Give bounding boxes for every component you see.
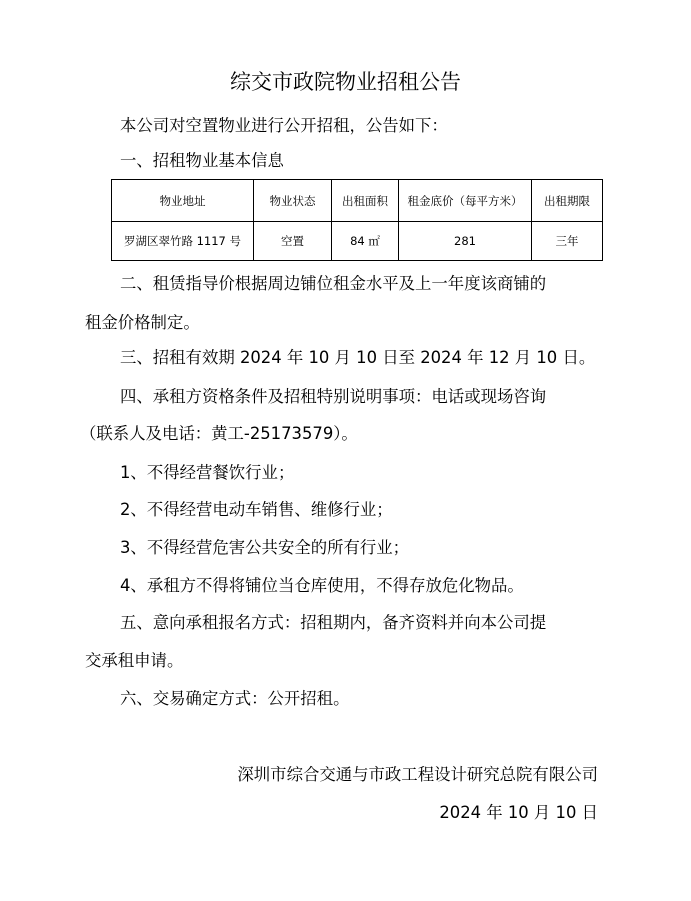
cell-area: 84 ㎡ [332, 222, 399, 261]
signature-organization: 深圳市综合交通与市政工程设计研究总院有限公司 [237, 765, 598, 784]
property-info-table [111, 179, 602, 261]
section-3: 三、招租有效期 2024 年 10 月 10 日至 2024 年 12 月 10 日。 [120, 348, 596, 367]
condition-item-2: 2、不得经营电动车销售、维修行业； [120, 500, 393, 519]
section-4-line-1: 四、承租方资格条件及招租特别说明事项：电话或现场咨询 [120, 387, 547, 406]
header-base-rent: 租金底价（每平方米） [399, 180, 532, 222]
condition-item-1: 1、不得经营餐饮行业； [120, 463, 295, 482]
section-1-heading: 一、招租物业基本信息 [120, 151, 284, 170]
cell-address: 罗湖区翠竹路 1117 号 [112, 222, 254, 261]
signature-date: 2024 年 10 月 10 日 [439, 803, 598, 822]
section-6: 六、交易确定方式：公开招租。 [120, 689, 350, 708]
cell-lease-term: 三年 [532, 222, 603, 261]
section-4-line-2: （联系人及电话：黄工-25173579）。 [80, 424, 358, 443]
section-2-line-2: 租金价格制定。 [85, 313, 200, 332]
section-2-line-1: 二、租赁指导价根据周边铺位租金水平及上一年度该商铺的 [120, 274, 547, 293]
section-5-line-2: 交承租申请。 [85, 651, 184, 670]
notice-title: 综交市政院物业招租公告 [230, 70, 461, 94]
condition-item-3: 3、不得经营危害公共安全的所有行业； [120, 538, 410, 557]
header-status: 物业状态 [254, 180, 332, 222]
intro-paragraph: 本公司对空置物业进行公开招租，公告如下： [120, 116, 448, 135]
cell-status: 空置 [254, 222, 332, 261]
condition-item-4: 4、承租方不得将铺位当仓库使用，不得存放危化物品。 [120, 576, 524, 595]
header-lease-term: 出租期限 [532, 180, 603, 222]
header-address: 物业地址 [112, 180, 254, 222]
section-5-line-1: 五、意向承租报名方式：招租期内，备齐资料并向本公司提 [120, 613, 547, 632]
header-area: 出租面积 [332, 180, 399, 222]
cell-base-rent: 281 [399, 222, 532, 261]
table-header-row [112, 180, 603, 222]
table-row [112, 222, 603, 261]
